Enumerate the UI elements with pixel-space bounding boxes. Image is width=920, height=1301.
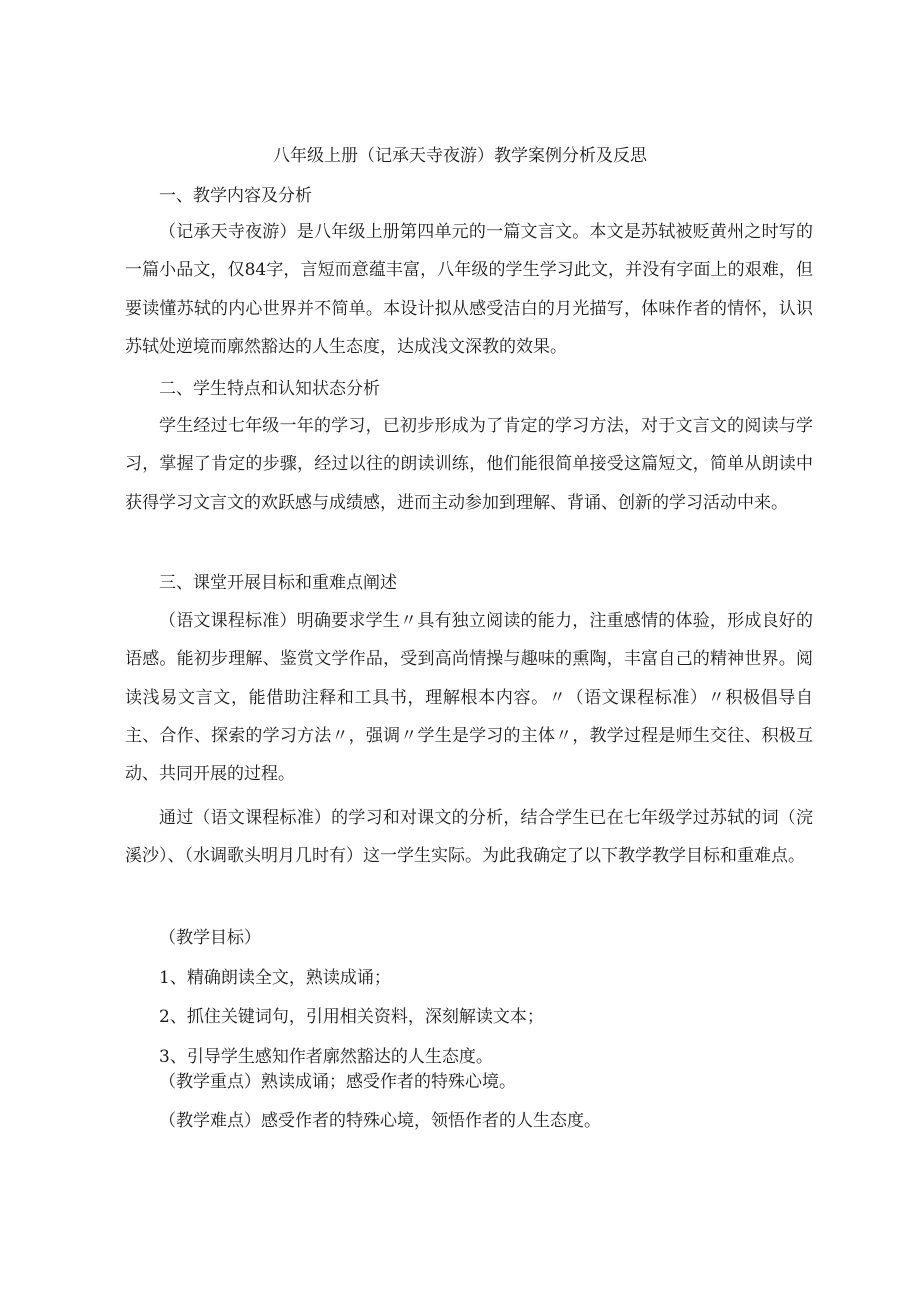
difficult-point: （教学难点）感受作者的特殊心境，领悟作者的人生态度。	[159, 1111, 601, 1131]
objectives-heading: （教学目标）	[159, 928, 261, 948]
paragraph-curriculum-standard: （语文课程标准）明确要求学生〃具有独立阅读的能力，注重感情的体验，形成良好的语感。能初步理解、鉴赏文学作品，受到高尚情操与趣味的熏陶，丰富自己的精神世界。阅读浅易文言文，能借助注释和工具书，理解根本内容。〃（语文课程标准）〃积极倡导自主、合作、探索的学习方法〃，强调〃学生是学习的主体〃，教学过程是师生交往、积极互动、共同开展的过程。	[125, 611, 813, 785]
key-point: （教学重点）熟读成诵；感受作者的特殊心境。	[159, 1072, 516, 1092]
section-heading-content-analysis: 一、教学内容及分析	[159, 186, 312, 206]
document-title: 八年级上册（记承天寺夜游）教学案例分析及反思	[273, 146, 647, 166]
objective-item-3: 3、引导学生感知作者廓然豁达的人生态度。	[159, 1047, 493, 1067]
objective-item-1: 1、精确朗读全文，熟读成诵；	[159, 968, 391, 988]
section-heading-goals: 三、课堂开展目标和重难点阐述	[159, 573, 397, 593]
section-heading-student-analysis: 二、学生特点和认知状态分析	[159, 379, 380, 399]
objective-item-2: 2、抓住关键词句，引用相关资料，深刻解读文本；	[159, 1007, 544, 1027]
paragraph-goal-basis: 通过（语文课程标准）的学习和对课文的分析，结合学生已在七年级学过苏轼的词（浣溪沙）、（水调歌头明月几时有）这一学生实际。为此我确定了以下教学教学目标和重难点。	[125, 808, 813, 867]
paragraph-student-analysis: 学生经过七年级一年的学习，已初步形成为了肯定的学习方法，对于文言文的阅读与学习，掌握了肯定的步骤，经过以往的朗读训练，他们能很简单接受这篇短文，简单从朗读中获得学习文言文的欢跃感与成绩感，进而主动参加到理解、背诵、创新的学习活动中来。	[125, 416, 813, 513]
paragraph-content-analysis: （记承天寺夜游）是八年级上册第四单元的一篇文言文。本文是苏轼被贬黄州之时写的一篇小品文，仅84字，言短而意蕴丰富，八年级的学生学习此文，并没有字面上的艰难，但要读懂苏轼的内心世界并不简单。本设计拟从感受洁白的月光描写，体味作者的情怀，认识苏轼处逆境而廓然豁达的人生态度，达成浅文深教的效果。	[125, 222, 813, 357]
